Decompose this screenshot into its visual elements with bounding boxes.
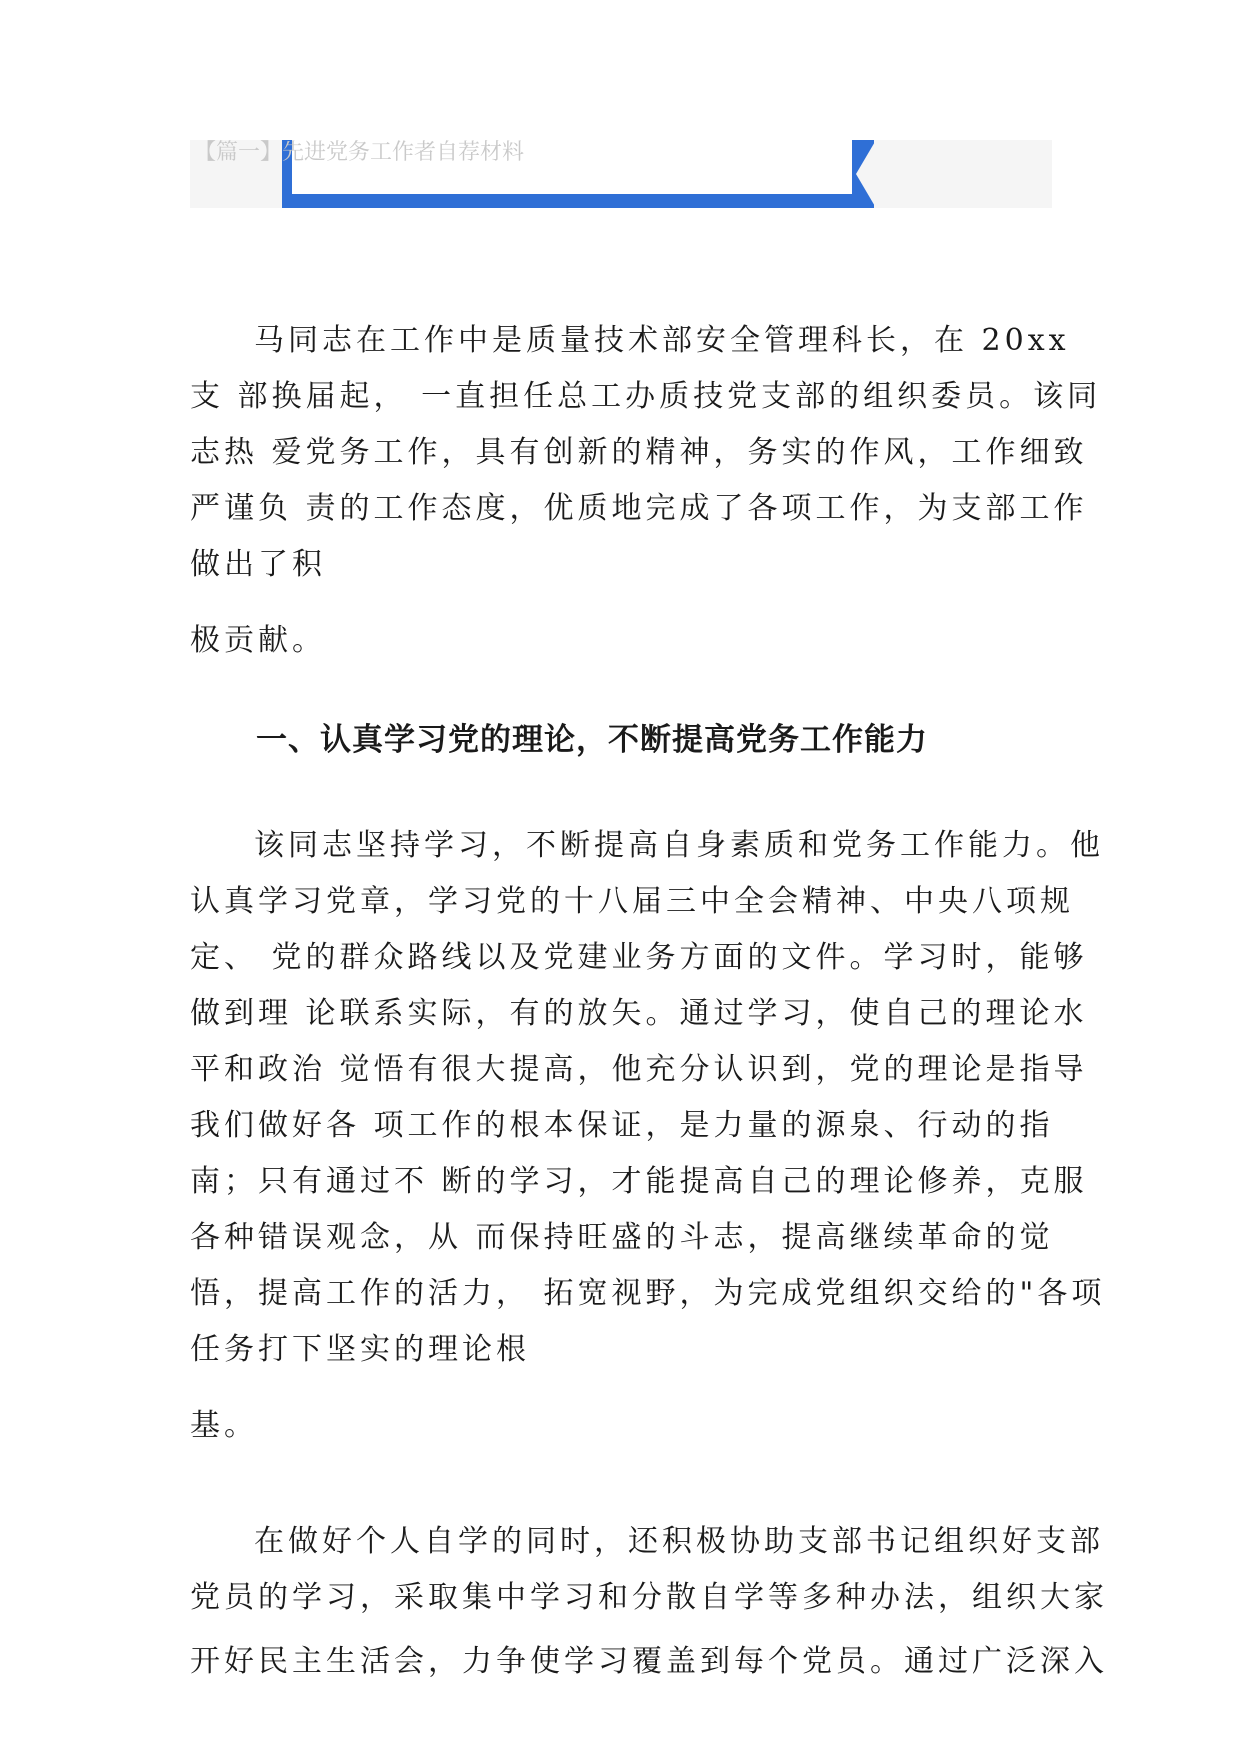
paragraph-3-line-3: 开好民主生活会，力争使学习覆盖到每个党员。通过广泛深入 xyxy=(190,1644,1108,1679)
paragraph-2-line-1: 该同志坚持学习，不断提高自身素质和党务工作能力。他 xyxy=(254,828,1104,863)
paragraph-1 xyxy=(190,313,1102,593)
paragraph-2-line-8: 各种错误观念，从 而保持旺盛的斗志，提高继续革命的觉 xyxy=(190,1220,1054,1255)
paragraph-3-line-2: 党员的学习，采取集中学习和分散自学等多种办法，组织大家 xyxy=(190,1580,1108,1615)
paragraph-1-line-4: 严谨负 责的工作态度，优质地完成了各项工作，为支部工作 xyxy=(190,491,1088,526)
paragraph-1-line-1: 马同志在工作中是质量技术部安全管理科长，在 20xx xyxy=(254,323,1070,358)
paragraph-2-tail xyxy=(190,1398,1052,1454)
paragraph-2-line-7: 南；只有通过不 断的学习，才能提高自己的理论修养，克服 xyxy=(190,1164,1088,1199)
paragraph-3-line-1: 在做好个人自学的同时，还积极协助支部书记组织好支部 xyxy=(254,1524,1104,1559)
section-heading-1: 一、认真学习党的理论，不断提高党务工作能力 xyxy=(256,722,928,758)
banner-title: 【篇一】先进党务工作者自荐材料 xyxy=(194,140,525,165)
paragraph-3 xyxy=(190,1514,1108,1690)
paragraph-1-line-3: 志热 爱党务工作，具有创新的精神，务实的作风，工作细致 xyxy=(190,435,1088,470)
header-banner xyxy=(190,140,1052,208)
paragraph-2-line-4: 做到理 论联系实际，有的放矢。通过学习，使自己的理论水 xyxy=(190,996,1088,1031)
paragraph-1-line-2: 支 部换届起， 一直担任总工办质技党支部的组织委员。该同 xyxy=(190,379,1102,414)
paragraph-1-tail-line: 极贡献。 xyxy=(190,623,326,658)
paragraph-2-line-5: 平和政治 觉悟有很大提高，他充分认识到，党的理论是指导 xyxy=(190,1052,1088,1087)
paragraph-1-tail xyxy=(190,613,1052,669)
paragraph-2-line-6: 我们做好各 项工作的根本保证，是力量的源泉、行动的指 xyxy=(190,1108,1054,1143)
paragraph-1-line-5: 做出了积 xyxy=(190,547,326,582)
paragraph-2-line-10: 任务打下坚实的理论根 xyxy=(190,1332,530,1367)
paragraph-2-line-9: 悟，提高工作的活力， 拓宽视野，为完成党组织交给的"各项 xyxy=(190,1276,1106,1311)
paragraph-2 xyxy=(190,818,1106,1378)
banner-notch xyxy=(856,140,876,208)
paragraph-2-tail-line: 基。 xyxy=(190,1408,258,1443)
paragraph-2-line-2: 认真学习党章，学习党的十八届三中全会精神、中央八项规 xyxy=(190,884,1074,919)
paragraph-2-line-3: 定、 党的群众路线以及党建业务方面的文件。学习时，能够 xyxy=(190,940,1088,975)
